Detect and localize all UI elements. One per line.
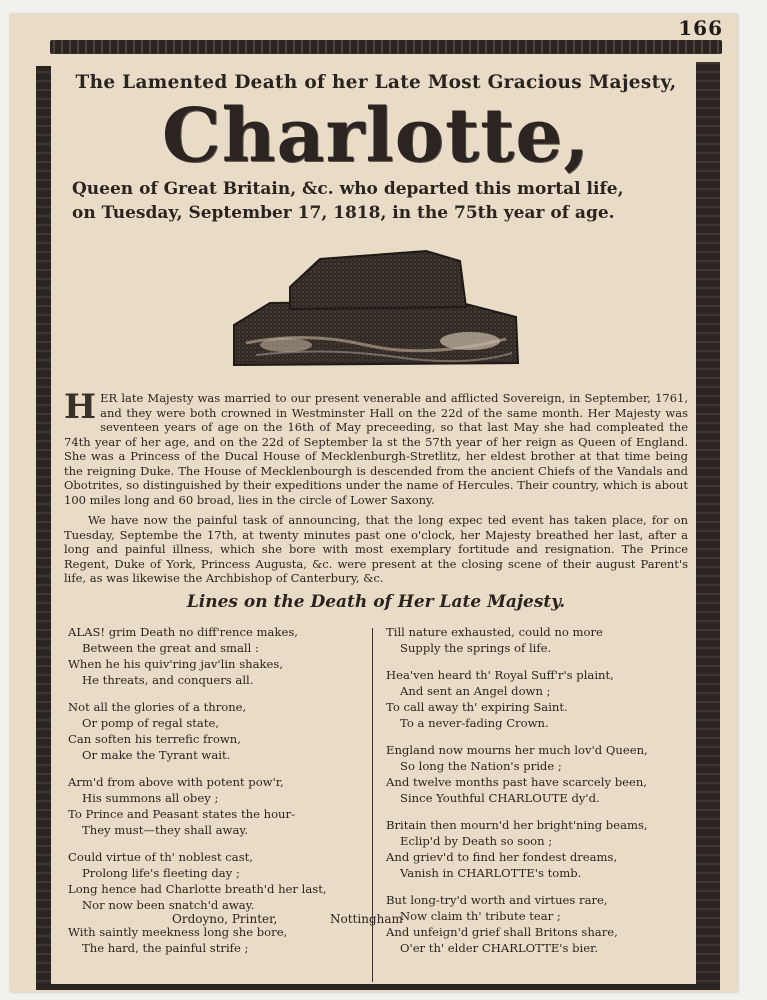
poem-line: Or pomp of regal state,: [82, 715, 220, 730]
broadside-content: [62, 58, 690, 984]
printer-imprint: Ordoyno, Printer,: [172, 912, 278, 926]
poem-line: Prolong life's fleeting day ;: [82, 865, 240, 880]
poem-right-column: [386, 624, 682, 967]
poem-line: Nor now been snatch'd away.: [82, 897, 255, 912]
poem-line: But long-try'd worth and virtues rare,: [386, 892, 608, 907]
poem-line: And sent an Angel down ;: [400, 683, 551, 698]
paragraph-1-text: ER late Majesty was married to our present venerable and afflicted Sovereign, in September, 1761, and they were both crowned in Westminster Hall on the 22d of the same month. Her Majesty was seventeen years of age on the 16th of May preceeding, so that last May she had compleated the 74th year of her age, and on the 22d of September la st the 57th year of her reign as Queen of England. She was a Princess of the Ducal House of Mecklenburgh-Stretlitz, her eldest brother at that time being the reigning Duke. The House of Mecklenbourgh is descended from the ancient Chiefs of the Vandals and Obotrites, so distinguished by their expeditions under the name of Hercules. Their country, which is about 100 miles long and 60 broad, lies in the circle of Lower Saxony.: [64, 391, 688, 507]
page-number: 166: [678, 16, 723, 40]
headline-sub-2: on Tuesday, September 17, 1818, in the 75th year of age.: [72, 203, 615, 223]
poem-line: ALAS! grim Death no diff'rence makes,: [68, 624, 298, 639]
poem-heading: Lines on the Death of Her Late Majesty.: [186, 591, 566, 612]
coffin-engraving-art: [226, 247, 526, 371]
headline-lamented: The Lamented Death of her Late Most Gracious Majesty,: [75, 72, 677, 93]
poem-line: Britain then mourn'd her bright'ning beams,: [386, 817, 648, 832]
poem-line: Could virtue of th' noblest cast,: [68, 849, 253, 864]
poem-line: And griev'd to find her fondest dreams,: [386, 849, 618, 864]
poem-line: Eclip'd by Death so soon ;: [400, 833, 553, 848]
poem-line: O'er th' elder CHARLOTTE's bier.: [400, 940, 599, 955]
left-mourning-border: [36, 66, 51, 986]
right-mourning-border: [696, 62, 720, 986]
poem-line: Supply the springs of life.: [400, 640, 552, 655]
drop-cap: H: [64, 387, 97, 427]
poem-stanza: [68, 774, 364, 838]
announcement-paragraph-2: We have now the painful task of announcing, that the long expec ted event has taken place, for on Tuesday, Septembe the 17th, at twenty minutes past one o'clock, her Majesty breathed her last, after a long and painful illness, which she bore with most exemplary fortitude and resignation. The Prince Regent, Duke of York, Princess Augusta, &c. were present at the closing scene of their august Parent's life, as was likewise the Archbishop of Canterbury, &c.: [64, 513, 688, 585]
poem-stanza: [386, 624, 682, 656]
poem-line: The hard, the painful strife ;: [82, 940, 249, 955]
headline-sub-1: Queen of Great Britain, &c. who departed this mortal life,: [72, 179, 624, 199]
poem-stanza: [386, 892, 682, 956]
headline-name: Charlotte,: [161, 93, 591, 179]
poem-line: So long the Nation's pride ;: [400, 758, 562, 773]
poem: [62, 624, 690, 984]
announcement-paragraph-1: [64, 387, 688, 507]
poem-line: With saintly meekness long she bore,: [68, 924, 288, 939]
place-imprint: Nottingham: [330, 912, 403, 926]
poem-line: Arm'd from above with potent pow'r,: [68, 774, 284, 789]
poem-line: And twelve months past have scarcely been,: [386, 774, 647, 789]
poem-line: To call away th' expiring Saint.: [386, 699, 568, 714]
announcement-text: [62, 387, 690, 586]
poem-line: And unfeign'd grief shall Britons share,: [386, 924, 618, 939]
poem-line: England now mourns her much lov'd Queen,: [386, 742, 648, 757]
poem-line: Can soften his terrefic frown,: [68, 731, 241, 746]
poem-line: To a never-fading Crown.: [400, 715, 549, 730]
coffin-engraving: [226, 247, 526, 371]
top-ornamental-rule: [50, 40, 722, 54]
poem-line: Now claim th' tribute tear ;: [400, 908, 561, 923]
poem-line: Or make the Tyrant wait.: [82, 747, 231, 762]
poem-line: Long hence had Charlotte breath'd her last,: [68, 881, 327, 896]
poem-line: Vanish in CHARLOTTE's tomb.: [400, 865, 582, 880]
poem-line: Till nature exhausted, could no more: [386, 624, 603, 639]
poem-line: To Prince and Peasant states the hour-: [68, 806, 295, 821]
poem-stanza: [386, 667, 682, 731]
poem-stanza: [386, 742, 682, 806]
poem-line: Not all the glories of a throne,: [68, 699, 247, 714]
bottom-border: [36, 984, 720, 990]
poem-column-divider: [372, 628, 373, 982]
poem-stanza: [386, 817, 682, 881]
poem-line: He threats, and conquers all.: [82, 672, 254, 687]
poem-stanza: [68, 699, 364, 763]
poem-stanza: [68, 624, 364, 688]
poem-line: Since Youthful CHARLOUTE dy'd.: [400, 790, 600, 805]
poem-line: Hea'ven heard th' Royal Suff'r's plaint,: [386, 667, 614, 682]
poem-line: His summons all obey ;: [82, 790, 219, 805]
poem-line: Between the great and small :: [82, 640, 259, 655]
poem-line: They must—they shall away.: [82, 822, 249, 837]
poem-line: When he his quiv'ring jav'lin shakes,: [68, 656, 284, 671]
poem-stanza: [68, 849, 364, 913]
poem-stanza: [68, 924, 364, 956]
